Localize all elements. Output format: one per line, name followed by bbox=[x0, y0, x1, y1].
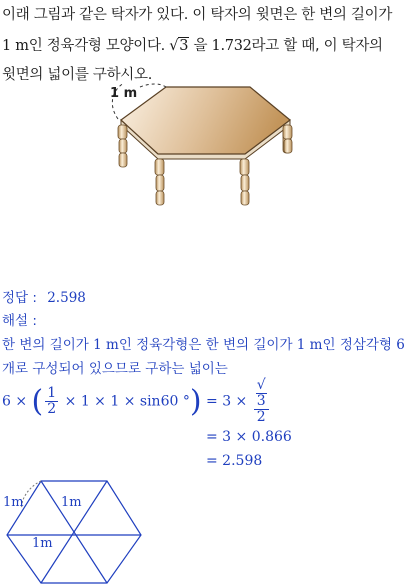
eq1-mid: × 1 × 1 × sin60 ° bbox=[64, 393, 190, 410]
solution-count: 6 bbox=[396, 337, 405, 353]
eq1-fraction bbox=[45, 386, 58, 417]
solution-text-1c: 인 정삼각형 bbox=[322, 337, 392, 353]
hexagon-diagram bbox=[0, 477, 160, 587]
hex-label-inner: 1m bbox=[61, 495, 82, 510]
equation-1 bbox=[2, 378, 271, 425]
eq1-root-den: 2 bbox=[256, 409, 266, 425]
eq1-root-num-wrap: √ 3 bbox=[254, 378, 269, 410]
solution-label-line bbox=[2, 309, 37, 329]
eq1-right: = 3 × bbox=[206, 393, 248, 410]
solution-line-2 bbox=[2, 357, 228, 377]
solution-text-2: 개로 구성되어 있으므로 구하는 넓이는 bbox=[2, 361, 228, 377]
equation-3 bbox=[206, 453, 262, 469]
question-text-1: 이래 그림과 같은 탁자가 있다. 이 탁자의 윗면은 한 변의 길이가 bbox=[2, 7, 393, 23]
eq1-frac-num: 1 bbox=[47, 385, 57, 401]
hex-label-left: 1m bbox=[3, 495, 24, 510]
table-leg-right-mid bbox=[283, 125, 292, 153]
sqrt-value: 1.732 bbox=[211, 38, 252, 54]
eq1-root-fraction bbox=[254, 378, 269, 425]
question-text-3: 윗면의 넓이를 구하시오. bbox=[2, 67, 152, 83]
eq2-text: = 3 × 0.866 bbox=[206, 429, 292, 445]
unit-1m: 1 m bbox=[2, 38, 29, 54]
solution-label: 해설 : bbox=[2, 313, 37, 329]
table-leg-front-left bbox=[155, 159, 164, 205]
table-leg-left bbox=[118, 125, 127, 167]
answer-value: 2.598 bbox=[47, 290, 86, 306]
sqrt-radicand: 3 bbox=[179, 38, 189, 54]
eq3-text: = 2.598 bbox=[206, 453, 263, 469]
eq1-root-num: 3 bbox=[256, 393, 266, 409]
question-text-2c: 라고 할 때, 이 탁자의 bbox=[251, 38, 383, 54]
sqrt-expression: √3 bbox=[169, 38, 189, 54]
figure-label-1m: 1 m bbox=[110, 86, 138, 101]
solution-unit-1: 1 m bbox=[93, 337, 119, 353]
equation-2 bbox=[206, 429, 292, 445]
answer-label: 정답 : bbox=[2, 290, 37, 306]
eq1-open-paren: ( bbox=[31, 384, 44, 419]
solution-line-1 bbox=[2, 333, 405, 353]
solution-text-1a: 한 변의 길이가 bbox=[2, 337, 89, 353]
eq1-left: 6 × bbox=[2, 393, 28, 410]
question-text-2b: 을 bbox=[193, 38, 208, 54]
solution-unit-2: 1 m bbox=[296, 337, 323, 353]
answer-line bbox=[2, 286, 86, 306]
hexagonal-table-figure bbox=[0, 75, 400, 290]
question-line-2 bbox=[2, 34, 383, 55]
eq1-frac-den: 2 bbox=[47, 401, 57, 417]
question-text-2a: 인 정육각형 모양이다. bbox=[28, 38, 165, 54]
hex-label-bottom: 1m bbox=[32, 536, 53, 551]
solution-text-1b: 인 정육각형은 한 변의 길이가 bbox=[118, 337, 293, 353]
eq1-close-paren: ) bbox=[189, 384, 202, 419]
table-leg-front-right bbox=[240, 159, 249, 205]
question-line-1 bbox=[2, 3, 392, 24]
